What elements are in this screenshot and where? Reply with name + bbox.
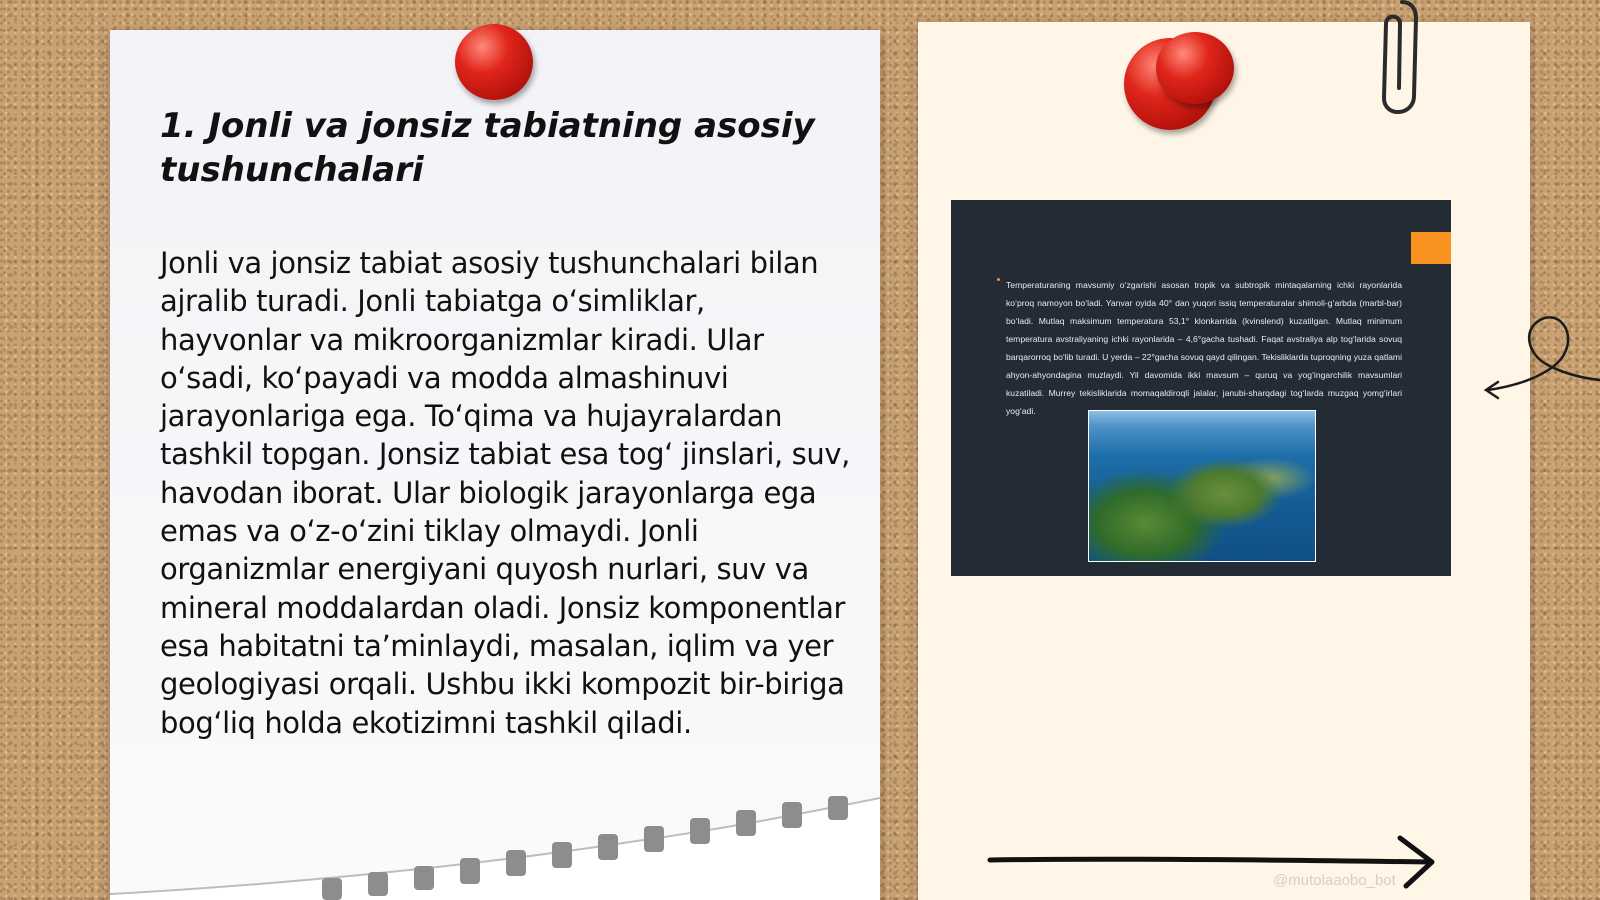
aerial-island-photo bbox=[1088, 410, 1316, 562]
doodle-loop-arrow-icon bbox=[1480, 310, 1600, 410]
body-paragraph: Jonli va jonsiz tabiat asosiy tushunchalari bilan ajralib turadi. Jonli tabiatga o‘simliklar, hayvonlar va mikroorganizmlar kiradi. Ular o‘sadi, ko‘payadi va modda almashinuvi jarayonlariga ega. To‘qima va hujayralardan tashkil topgan. Jonsiz tabiat esa tog‘ jinslari, suv, havodan iborat. Ular biologik jarayonlarga ega emas va o‘z-o‘zini tiklay olmaydi. Jonli organizmlar energiyani quyosh nurlari, suv va mineral moddalardan oladi. Jonsiz komponentlar esa habitatni ta’minlaydi, masalan, iqlim va yer geologiyasi orqali. Ushbu ikki kompozit bir-biriga bog‘liq holda ekotizimni tashkil qiladi. bbox=[160, 246, 850, 740]
slide-accent-bar bbox=[1411, 232, 1451, 264]
footer-handle: @mutolaaobo_bot bbox=[1273, 872, 1396, 889]
paperclip-icon bbox=[1374, 0, 1424, 124]
pushpin-icon bbox=[455, 24, 533, 100]
pushpin-icon bbox=[1156, 32, 1234, 104]
torn-paper-edge bbox=[110, 790, 880, 900]
embedded-slide bbox=[951, 200, 1451, 576]
slide-title-faded bbox=[1071, 230, 1331, 260]
slide-paragraph: Temperaturaning mavsumiy o‘zgarishi asosan tropik va subtropik mintaqalarning ichki rayonlarida ko‘proq namoyon bo‘ladi. Yanvar oyida 40° dan yuqori issiq temperaturalar shimoli-g‘arbda (marbl-bar) bo‘ladi. Mutlaq maksimum temperatura 53,1° klonkarrida (kvinslend) kuzatilgan. Mutlaq minimum temperatura avstraliyaning ichki rayonlarida – 4,6°gacha tushadi. Faqat avstraliya alp tog‘larida sovuq barqarorroq bo‘lib turadi. U yerda – 22°gacha sovuq qayd qilingan. Tekisliklarda tuproqning yuza qatlami ahyon-ahyondagina muzlaydi. Yil davomida ikki mavsum – quruq va yog‘ingarchilik mavsumlari kuzatiladi. Murrey tekisliklarida momaqaldiroqli jalalar, janubi-sharqdagi tog‘larda muzgaq yomg‘irlari yog‘adi. bbox=[1006, 280, 1402, 416]
page-title: 1. Jonli va jonsiz tabiatning asosiy tushunchalari bbox=[160, 106, 815, 190]
slide-bullet bbox=[997, 278, 1000, 281]
